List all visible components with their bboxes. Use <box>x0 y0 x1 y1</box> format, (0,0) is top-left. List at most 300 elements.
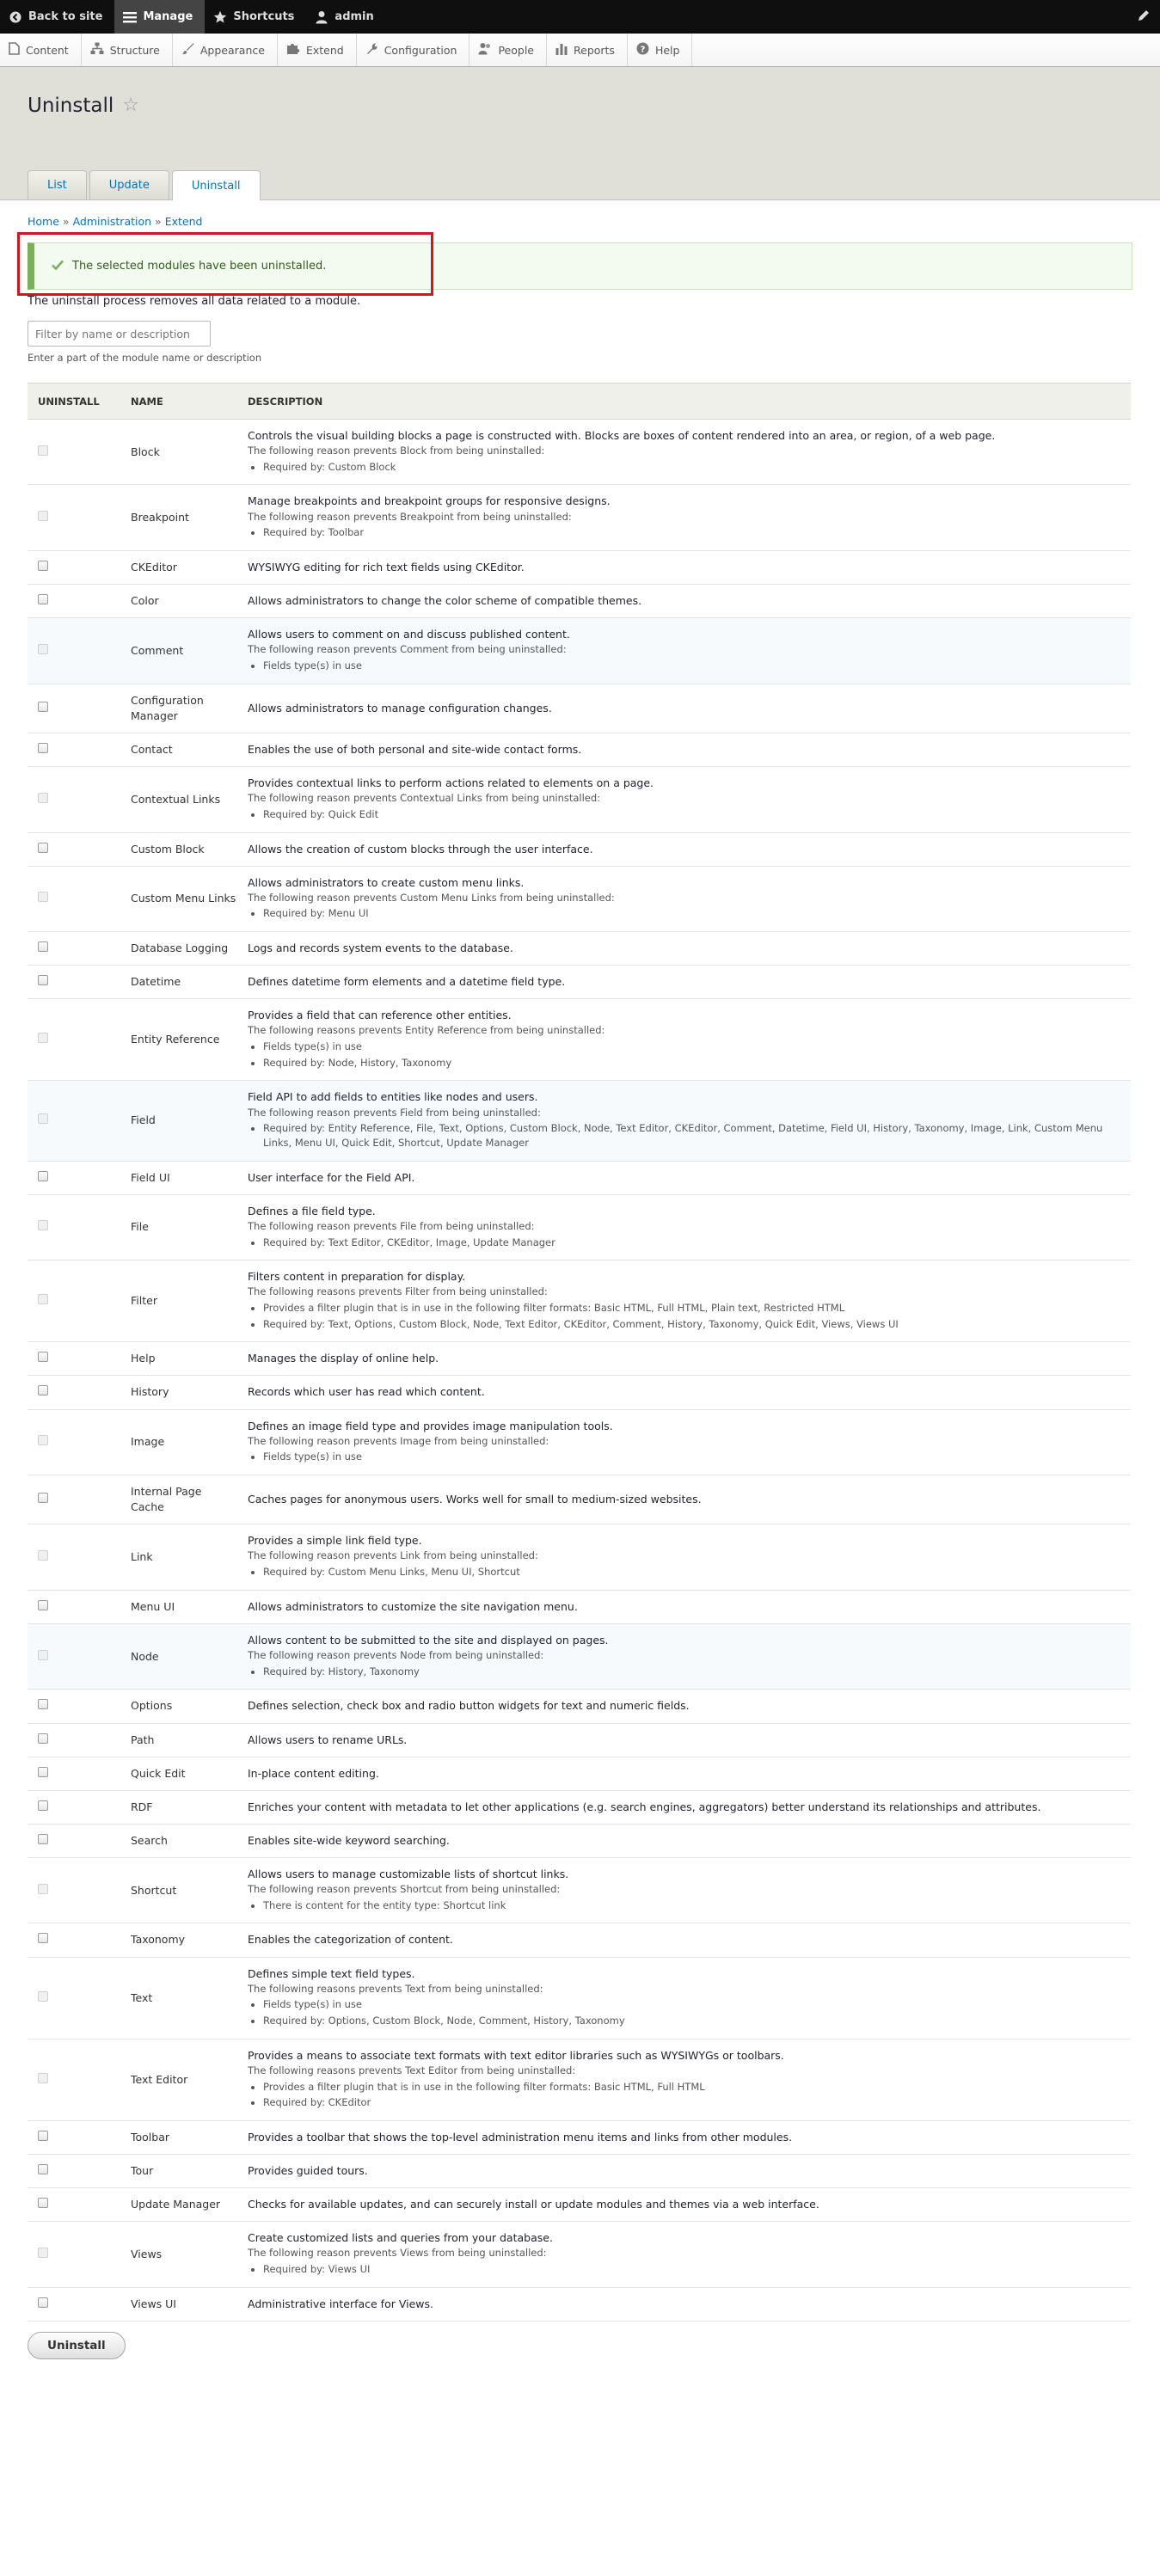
module-description: Enables the use of both personal and site-wide contact forms. <box>248 742 582 756</box>
table-row <box>28 618 1131 684</box>
reason-item: • Required by: History, Taxonomy <box>263 1665 1122 1679</box>
reason-list <box>248 525 1122 540</box>
manage-label: Manage <box>143 10 193 23</box>
user-label: admin <box>334 10 374 23</box>
shortcuts-tab[interactable] <box>205 0 306 34</box>
module-name: Internal Page Cache <box>120 1475 237 1524</box>
uninstall-checkbox[interactable] <box>38 941 48 952</box>
tray-item-configuration[interactable] <box>357 34 470 66</box>
module-name: Toolbar <box>120 2120 237 2154</box>
uninstall-checkbox <box>38 1033 48 1043</box>
primary-tabs <box>28 170 263 200</box>
uninstall-checkbox <box>38 1435 48 1445</box>
uninstall-cell <box>28 1923 120 1957</box>
table-row <box>28 832 1131 866</box>
table-row <box>28 966 1131 999</box>
module-description: Controls the visual building blocks a page is constructed with. Blocks are boxes of content rendered into an area, or region, of a web page. <box>248 429 996 442</box>
uninstall-cell <box>28 767 120 832</box>
uninstall-checkbox <box>38 2248 48 2258</box>
module-name: Entity Reference <box>120 999 237 1081</box>
add-shortcut-star-icon[interactable]: ☆ <box>122 95 139 116</box>
wrench-icon <box>365 42 378 58</box>
table-row <box>28 2188 1131 2222</box>
structure-icon <box>90 42 104 58</box>
module-name: Contact <box>120 733 237 766</box>
uninstall-cell <box>28 733 120 766</box>
module-name: Update Manager <box>120 2188 237 2222</box>
people-icon <box>478 42 492 58</box>
module-name: History <box>120 1376 237 1409</box>
uninstall-checkbox[interactable] <box>38 1767 48 1777</box>
uninstall-checkbox[interactable] <box>38 2198 48 2208</box>
module-description: Defines an image field type and provides image manipulation tools. <box>248 1419 613 1432</box>
module-description-cell <box>237 1081 1131 1161</box>
pencil-icon <box>1137 9 1151 26</box>
module-description-cell <box>237 832 1131 866</box>
tray-item-label: Help <box>654 43 680 57</box>
table-row <box>28 485 1131 550</box>
breadcrumb-administration[interactable]: Administration <box>72 214 152 228</box>
reason-item: • Required by: Text, Options, Custom Block, Node, Text Editor, CKEditor, Comment, History, Taxonomy, Quick Edit, Views, Views UI <box>263 1317 1122 1332</box>
module-description-cell <box>237 1260 1131 1342</box>
module-name: RDF <box>120 1790 237 1824</box>
tray-item-help[interactable] <box>628 34 693 66</box>
module-description-cell <box>237 1342 1131 1376</box>
table-row <box>28 1161 1131 1194</box>
module-name: Taxonomy <box>120 1923 237 1957</box>
tab-update[interactable]: Update <box>89 170 169 199</box>
uninstall-cell <box>28 684 120 733</box>
reason-item: • Required by: Views UI <box>263 2262 1122 2277</box>
uninstall-reason: The following reason prevents Shortcut from being uninstalled: <box>248 1883 561 1896</box>
module-description-cell <box>237 966 1131 999</box>
reason-list <box>248 1040 1122 1070</box>
reason-item: • Required by: Toolbar <box>263 525 1122 540</box>
module-description-cell <box>237 2222 1131 2287</box>
uninstall-cell <box>28 2188 120 2222</box>
module-description-cell <box>237 1524 1131 1590</box>
uninstall-checkbox[interactable] <box>38 1834 48 1844</box>
module-description-cell <box>237 1858 1131 1923</box>
table-row <box>28 1260 1131 1342</box>
module-name: Custom Menu Links <box>120 866 237 931</box>
col-header-name: NAME <box>120 383 237 420</box>
user-tab[interactable] <box>306 0 385 34</box>
uninstall-cell <box>28 999 120 1081</box>
module-description-cell <box>237 1590 1131 1623</box>
uninstall-cell <box>28 2222 120 2287</box>
module-description: Filters content in preparation for display. <box>248 1270 466 1284</box>
uninstall-checkbox <box>38 1220 48 1230</box>
uninstall-checkbox[interactable] <box>38 594 48 604</box>
module-name: File <box>120 1194 237 1260</box>
table-row <box>28 1409 1131 1475</box>
page-title <box>28 91 1132 120</box>
module-name: Quick Edit <box>120 1757 237 1790</box>
reason-item: • Required by: Custom Menu Links, Menu UI, Shortcut <box>263 1565 1122 1579</box>
module-name: Configuration Manager <box>120 684 237 733</box>
module-description-cell <box>237 1409 1131 1475</box>
uninstall-cell <box>28 1690 120 1723</box>
table-row <box>28 1757 1131 1790</box>
module-name: Tour <box>120 2155 237 2188</box>
uninstall-cell <box>28 1858 120 1923</box>
reason-item: • Required by: Quick Edit <box>263 807 1122 822</box>
uninstall-checkbox <box>38 892 48 902</box>
module-description: Allows content to be submitted to the site and displayed on pages. <box>248 1633 609 1647</box>
uninstall-checkbox[interactable] <box>38 2164 48 2174</box>
manage-tab[interactable] <box>114 0 205 34</box>
admin-tray <box>0 34 1160 67</box>
uninstall-checkbox[interactable] <box>38 1699 48 1709</box>
reason-item: • Fields type(s) in use <box>263 659 1122 673</box>
uninstall-cell <box>28 1260 120 1342</box>
module-description: Provides a toolbar that shows the top-level administration menu items and links from other modules. <box>248 2130 793 2144</box>
tray-item-label: Reports <box>574 43 615 57</box>
uninstall-checkbox[interactable] <box>38 1385 48 1395</box>
table-header-row <box>28 383 1131 420</box>
reason-item: • Provides a filter plugin that is in use in the following filter formats: Basic HTML, Full HTML, Plain text, Restricted HTML <box>263 1301 1122 1316</box>
module-name: Contextual Links <box>120 767 237 832</box>
table-row <box>28 550 1131 584</box>
uninstall-checkbox[interactable] <box>38 2297 48 2308</box>
breadcrumb <box>0 213 1160 229</box>
tab-uninstall[interactable]: Uninstall <box>172 170 261 200</box>
module-name: Views UI <box>120 2287 237 2321</box>
tray-item-label: Content <box>26 43 69 57</box>
uninstall-reason: The following reasons prevents Filter from being uninstalled: <box>248 1285 548 1298</box>
module-description: Defines selection, check box and radio button widgets for text and numeric fields. <box>248 1699 690 1713</box>
reason-list <box>248 1565 1122 1579</box>
uninstall-cell <box>28 550 120 584</box>
uninstall-checkbox[interactable] <box>38 1493 48 1503</box>
form-actions <box>28 2332 1132 2359</box>
uninstall-cell <box>28 1475 120 1524</box>
bar-chart-icon <box>555 43 568 58</box>
table-row <box>28 585 1131 618</box>
table-row <box>28 2287 1131 2321</box>
tray-item-people[interactable] <box>470 34 547 66</box>
arrow-left-icon <box>9 10 22 24</box>
uninstall-cell <box>28 832 120 866</box>
uninstall-checkbox[interactable] <box>38 2131 48 2141</box>
reason-list <box>248 807 1122 822</box>
module-name: Custom Block <box>120 832 237 866</box>
table-row <box>28 1194 1131 1260</box>
reason-list <box>248 2262 1122 2277</box>
uninstall-reason: The following reasons prevents Entity Reference from being uninstalled: <box>248 1024 605 1037</box>
reason-list <box>248 1450 1122 1464</box>
module-description-cell <box>237 1757 1131 1790</box>
module-description: WYSIWYG editing for rich text fields using CKEditor. <box>248 560 525 573</box>
uninstall-button[interactable]: Uninstall <box>28 2332 126 2359</box>
uninstall-checkbox <box>38 1650 48 1660</box>
uninstall-checkbox[interactable] <box>38 1933 48 1943</box>
breadcrumb-home[interactable]: Home <box>28 214 59 228</box>
reason-list <box>248 1665 1122 1679</box>
uninstall-cell <box>28 1081 120 1161</box>
module-description-cell <box>237 1790 1131 1824</box>
table-row <box>28 1081 1131 1161</box>
uninstall-checkbox[interactable] <box>38 743 48 753</box>
module-name: Field <box>120 1081 237 1161</box>
reason-item: • There is content for the entity type: Shortcut link <box>263 1898 1122 1913</box>
uninstall-cell <box>28 2039 120 2120</box>
uninstall-cell <box>28 2155 120 2188</box>
module-description-cell <box>237 1690 1131 1723</box>
module-description-cell <box>237 1957 1131 2039</box>
table-row <box>28 2222 1131 2287</box>
module-description: Field API to add fields to entities like nodes and users. <box>248 1090 538 1104</box>
module-name: Views <box>120 2222 237 2287</box>
module-name: Comment <box>120 618 237 684</box>
uninstall-cell <box>28 1723 120 1757</box>
uninstall-checkbox <box>38 2073 48 2083</box>
reason-list <box>248 1997 1122 2027</box>
module-name: Filter <box>120 1260 237 1342</box>
table-row <box>28 1475 1131 1524</box>
reason-item: • Fields type(s) in use <box>263 1040 1122 1054</box>
table-row <box>28 2120 1131 2154</box>
module-description: Provides a means to associate text formats with text editor libraries such as WYSIWYGs or toolbars. <box>248 2048 784 2062</box>
module-name: Datetime <box>120 966 237 999</box>
reason-item: • Fields type(s) in use <box>263 1997 1122 2012</box>
star-icon <box>213 10 227 24</box>
module-description: Provides a field that can reference other entities. <box>248 1009 512 1022</box>
uninstall-reason: The following reasons prevents Text from being uninstalled: <box>248 1982 543 1995</box>
uninstall-cell <box>28 485 120 550</box>
uninstall-checkbox <box>38 1550 48 1561</box>
help-icon <box>636 42 649 58</box>
module-description: Records which user has read which content. <box>248 1385 485 1399</box>
module-description: Administrative interface for Views. <box>248 2297 433 2310</box>
module-name: Shortcut <box>120 1858 237 1923</box>
tray-item-reports[interactable] <box>547 34 628 66</box>
uninstall-checkbox[interactable] <box>38 1600 48 1610</box>
breadcrumb-separator: » <box>155 214 162 228</box>
uninstall-cell <box>28 2120 120 2154</box>
uninstall-reason: The following reason prevents Breakpoint from being uninstalled: <box>248 510 572 523</box>
module-name: Menu UI <box>120 1590 237 1623</box>
table-row <box>28 1342 1131 1376</box>
uninstall-checkbox[interactable] <box>38 1171 48 1181</box>
module-description: Allows administrators to customize the site navigation menu. <box>248 1599 578 1613</box>
file-icon <box>9 42 20 58</box>
table-row <box>28 1690 1131 1723</box>
module-description-cell <box>237 485 1131 550</box>
module-description-cell <box>237 585 1131 618</box>
module-name: Path <box>120 1723 237 1757</box>
table-row <box>28 1590 1131 1623</box>
paintbrush-icon <box>181 42 194 58</box>
table-row <box>28 866 1131 931</box>
uninstall-cell <box>28 1342 120 1376</box>
module-description: Provides contextual links to perform actions related to elements on a page. <box>248 776 654 790</box>
module-description-cell <box>237 1161 1131 1194</box>
uninstall-reason: The following reason prevents Views from being uninstalled: <box>248 2247 547 2260</box>
uninstall-reason: The following reason prevents Node from being uninstalled: <box>248 1649 544 1662</box>
uninstall-reason: The following reason prevents Contextual Links from being uninstalled: <box>248 792 601 805</box>
reason-item: • Required by: Node, History, Taxonomy <box>263 1056 1122 1070</box>
module-description-cell <box>237 2188 1131 2222</box>
user-icon <box>315 10 328 24</box>
module-description-cell <box>237 2120 1131 2154</box>
table-row <box>28 932 1131 966</box>
module-name: Image <box>120 1409 237 1475</box>
uninstall-cell <box>28 1824 120 1857</box>
module-description: Checks for available updates, and can securely install or update modules and themes via a web interface. <box>248 2198 819 2211</box>
reason-list <box>248 1121 1122 1150</box>
page-title-text: Uninstall <box>28 94 114 117</box>
module-description-cell <box>237 1194 1131 1260</box>
uninstall-checkbox[interactable] <box>38 702 48 712</box>
uninstall-checkbox[interactable] <box>38 1352 48 1362</box>
module-description-cell <box>237 550 1131 584</box>
filter-description: Enter a part of the module name or description <box>28 352 262 364</box>
module-description: Allows users to comment on and discuss published content. <box>248 628 570 641</box>
module-description: Allows users to manage customizable lists of shortcut links. <box>248 1868 569 1881</box>
module-description-cell <box>237 2155 1131 2188</box>
uninstall-cell <box>28 1524 120 1590</box>
status-message-text: The selected modules have been uninstalled. <box>72 260 327 273</box>
uninstall-cell <box>28 1590 120 1623</box>
module-description-cell <box>237 618 1131 684</box>
tab-list[interactable]: List <box>28 170 87 199</box>
breadcrumb-separator: » <box>62 214 70 228</box>
uninstall-reason: The following reason prevents Field from being uninstalled: <box>248 1106 541 1119</box>
reason-list <box>248 906 1122 921</box>
table-row <box>28 1376 1131 1409</box>
module-name: Field UI <box>120 1161 237 1194</box>
uninstall-checkbox[interactable] <box>38 843 48 853</box>
reason-item: • Required by: Text Editor, CKEditor, Image, Update Manager <box>263 1236 1122 1250</box>
table-row <box>28 1790 1131 1824</box>
table-row <box>28 420 1131 485</box>
uninstall-reason: The following reason prevents File from being uninstalled: <box>248 1219 535 1232</box>
tray-item-content[interactable] <box>0 34 82 66</box>
uninstall-checkbox <box>38 1991 48 2002</box>
module-description-cell <box>237 767 1131 832</box>
tray-item-extend[interactable] <box>278 34 357 66</box>
uninstall-checkbox[interactable] <box>38 1733 48 1744</box>
module-name: Database Logging <box>120 932 237 966</box>
table-row <box>28 733 1131 766</box>
filter-input[interactable] <box>28 321 211 347</box>
uninstall-checkbox[interactable] <box>38 561 48 571</box>
reason-list <box>248 1898 1122 1913</box>
module-description: Allows administrators to change the color scheme of compatible themes. <box>248 594 642 608</box>
uninstall-checkbox[interactable] <box>38 975 48 985</box>
uninstall-cell <box>28 966 120 999</box>
messages <box>28 242 1132 290</box>
uninstall-checkbox <box>38 1884 48 1894</box>
edit-button[interactable] <box>1126 0 1160 34</box>
module-name: Options <box>120 1690 237 1723</box>
reason-item: • Required by: Menu UI <box>263 906 1122 921</box>
module-description-cell <box>237 999 1131 1081</box>
uninstall-checkbox <box>38 644 48 654</box>
module-name: Block <box>120 420 237 485</box>
module-description-cell <box>237 1824 1131 1857</box>
uninstall-reason: The following reason prevents Link from being uninstalled: <box>248 1549 538 1562</box>
module-description-cell <box>237 1923 1131 1957</box>
menu-icon <box>123 10 137 24</box>
breadcrumb-extend[interactable]: Extend <box>164 214 203 228</box>
uninstall-cell <box>28 1194 120 1260</box>
col-header-description: DESCRIPTION <box>237 383 1131 420</box>
module-name: Text <box>120 1957 237 2039</box>
puzzle-icon <box>286 43 300 58</box>
module-description-cell <box>237 1723 1131 1757</box>
reason-list <box>248 2080 1122 2110</box>
modules-table <box>28 383 1131 2321</box>
reason-item: • Required by: CKEditor <box>263 2095 1122 2110</box>
uninstall-checkbox[interactable] <box>38 1800 48 1811</box>
module-name: Help <box>120 1342 237 1376</box>
tray-item-structure[interactable] <box>82 34 173 66</box>
module-description-cell <box>237 932 1131 966</box>
module-description: Allows administrators to create custom menu links. <box>248 875 525 889</box>
table-row <box>28 1623 1131 1689</box>
module-name: Breakpoint <box>120 485 237 550</box>
uninstall-cell <box>28 866 120 931</box>
tray-item-label: Configuration <box>384 43 457 57</box>
uninstall-cell <box>28 420 120 485</box>
module-description: Enables the categorization of content. <box>248 1933 453 1947</box>
uninstall-reason: The following reason prevents Custom Menu Links from being uninstalled: <box>248 891 615 904</box>
table-row <box>28 1824 1131 1857</box>
tray-item-label: Appearance <box>199 43 265 57</box>
uninstall-cell <box>28 2287 120 2321</box>
reason-list <box>248 1301 1122 1331</box>
table-row <box>28 999 1131 1081</box>
module-description-cell <box>237 684 1131 733</box>
page-header <box>0 67 1160 200</box>
tray-item-appearance[interactable] <box>173 34 278 66</box>
module-description-cell <box>237 420 1131 485</box>
module-description: Manages the display of online help. <box>248 1352 439 1365</box>
module-description-cell <box>237 1475 1131 1524</box>
table-row <box>28 1723 1131 1757</box>
admin-toolbar <box>0 0 1160 34</box>
shortcuts-label: Shortcuts <box>233 10 295 23</box>
uninstall-cell <box>28 932 120 966</box>
module-description: Logs and records system events to the database. <box>248 941 513 955</box>
table-row <box>28 684 1131 733</box>
reason-list <box>248 659 1122 673</box>
module-description-cell <box>237 1623 1131 1689</box>
reason-item: • Required by: Custom Block <box>263 460 1122 475</box>
uninstall-reason: The following reason prevents Image from being uninstalled: <box>248 1434 549 1447</box>
col-header-uninstall: UNINSTALL <box>28 383 120 420</box>
table-row <box>28 1858 1131 1923</box>
module-description: Allows users to rename URLs. <box>248 1733 408 1746</box>
module-name: CKEditor <box>120 550 237 584</box>
module-description: Allows the creation of custom blocks through the user interface. <box>248 842 593 856</box>
uninstall-checkbox <box>38 1294 48 1304</box>
reason-list <box>248 1236 1122 1250</box>
module-description-cell <box>237 2039 1131 2120</box>
uninstall-checkbox <box>38 793 48 803</box>
uninstall-cell <box>28 1957 120 2039</box>
uninstall-cell <box>28 618 120 684</box>
table-row <box>28 1524 1131 1590</box>
reason-item: • Required by: Options, Custom Block, Node, Comment, History, Taxonomy <box>263 2014 1122 2028</box>
module-description: Defines datetime form elements and a datetime field type. <box>248 975 566 989</box>
module-description-cell <box>237 733 1131 766</box>
reason-list <box>248 460 1122 475</box>
back-to-site-link[interactable] <box>0 0 114 34</box>
